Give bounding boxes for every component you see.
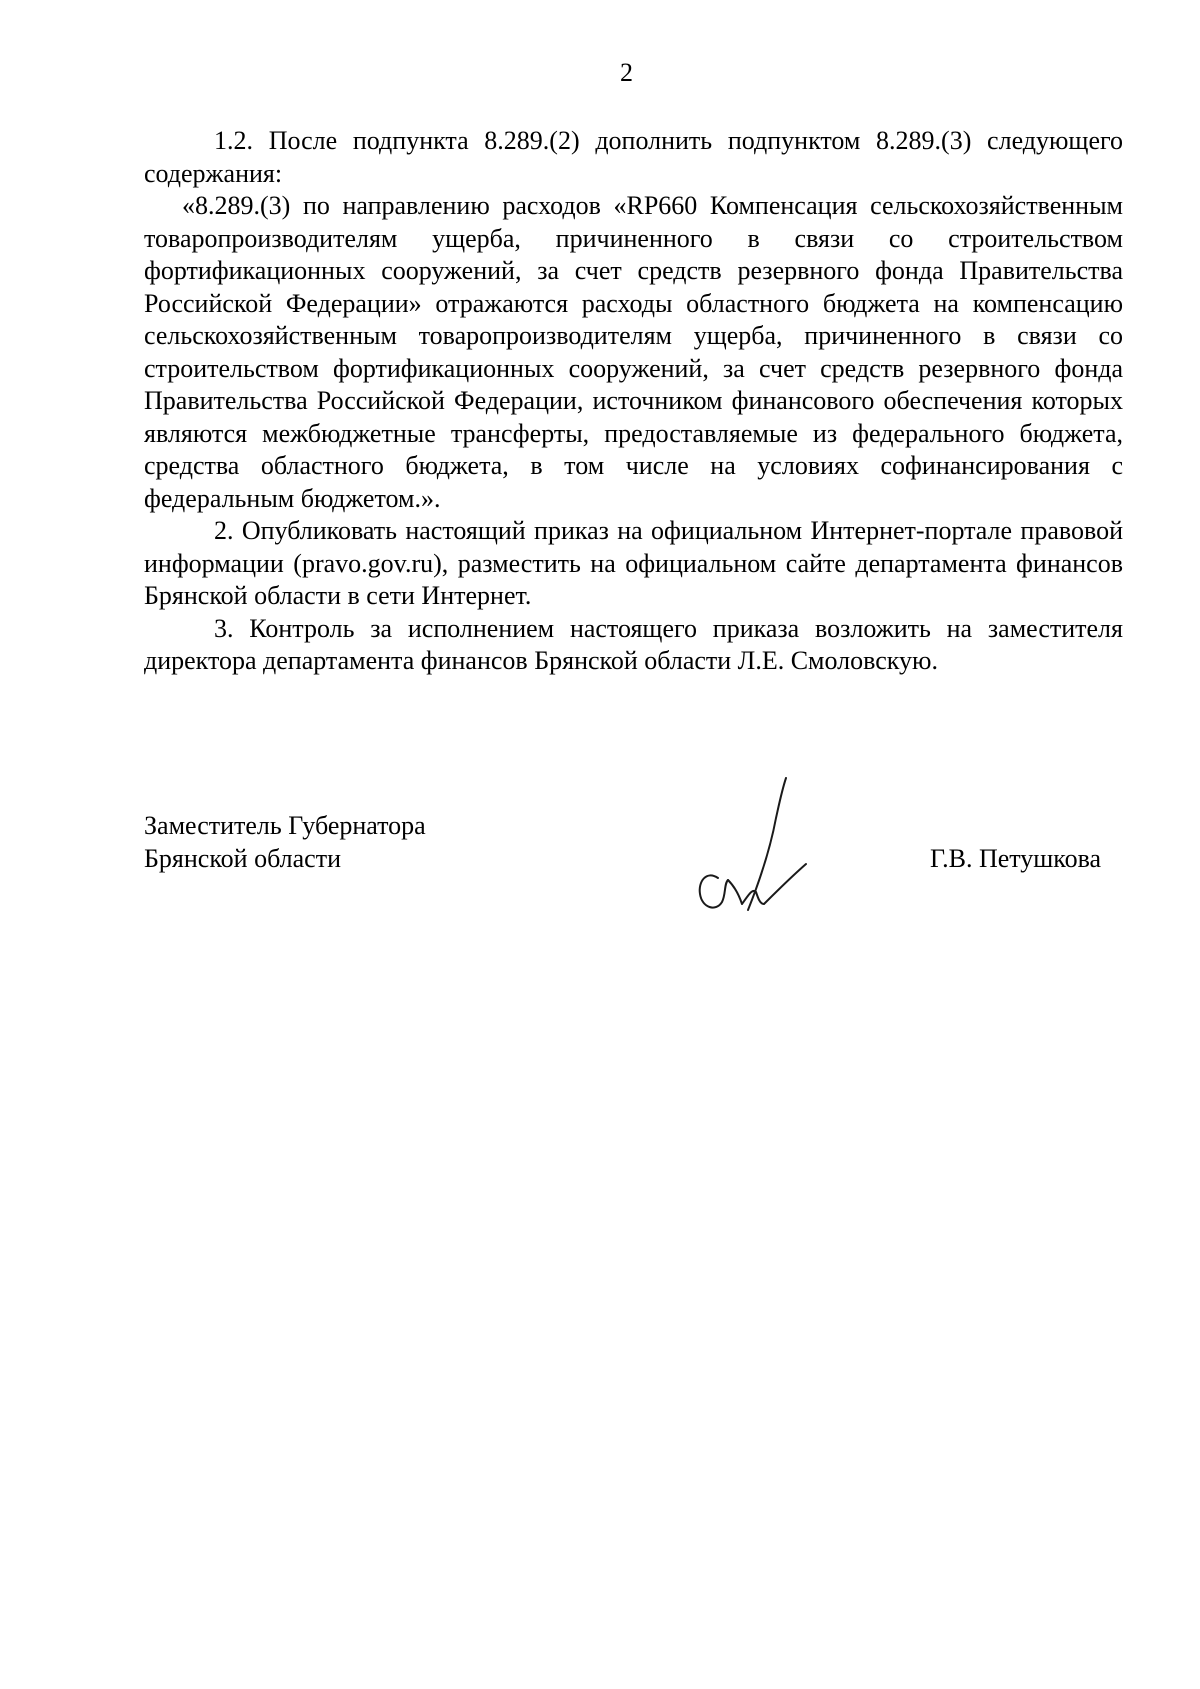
signatory-position-line-1: Заместитель Губернатора [144,811,426,840]
paragraph-3: 3. Контроль за исполнением настоящего приказа возложить на заместителя директора департамента финансов Брянской области Л.Е. Смоловскую. [144,613,1123,675]
page-number: 2 [620,58,633,87]
signatory-name: Г.В. Петушкова [930,844,1102,873]
document-body [144,125,1123,678]
paragraph-2: 2. Опубликовать настоящий приказ на официальном Интернет-портале правовой информации (pravo.gov.ru), разместить на официальном сайте департамента финансов Брянской области в сети Интернет. [144,516,1123,610]
signatory-position [144,810,426,875]
paragraph-1-2: 1.2. После подпункта 8.289.(2) дополнить подпунктом 8.289.(3) следующего содержания: [144,126,1123,188]
signatory-position-line-2: Брянской области [144,843,341,873]
handwritten-signature [690,770,830,930]
paragraph-8-289-3: «8.289.(3) по направлению расходов «RP660 Компенсация сельскохозяйственным товаропроизводителям ущерба, причиненного в связи со строительством фортификационных сооружений, за счет средств резервного фонда Правительства Российской Федерации» отражаются расходы областного бюджета на компенсацию сельскохозяйственным товаропроизводителям ущерба, причиненного в связи со строительством фортификационных сооружений, за счет средств резервного фонда Правительства Российской Федерации, источником финансового обеспечения которых являются межбюджетные трансферты, предоставляемые из федерального бюджета, средства областного бюджета, в том числе на условиях софинансирования с федеральным бюджетом.». [144,191,1123,513]
